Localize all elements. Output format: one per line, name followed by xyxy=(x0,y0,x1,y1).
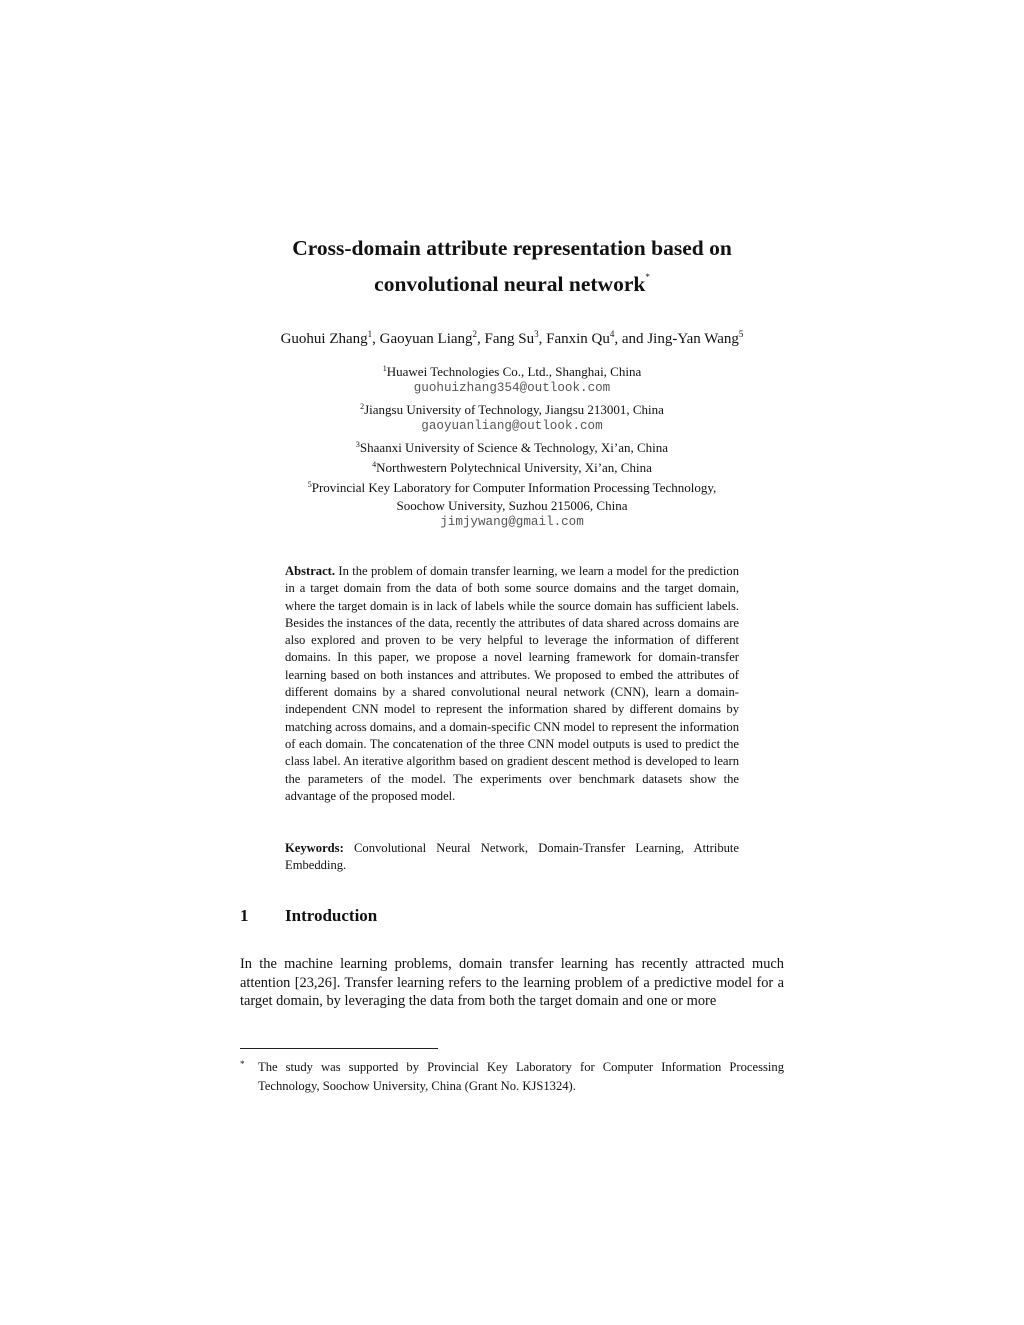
affiliation-mark: 1 xyxy=(382,364,387,373)
title-footnote-mark: * xyxy=(645,272,650,282)
affiliation xyxy=(200,456,824,476)
affiliation-continued: Soochow University, Suzhou 215006, China xyxy=(396,497,628,513)
keywords xyxy=(285,840,739,875)
title-line-2 xyxy=(200,263,824,299)
affiliation-text: Northwestern Polytechnical University, Xi’an, China xyxy=(376,460,652,476)
intro-paragraph: In the machine learning problems, domain transfer learning has recently attracted much attention [23,26]. Transfer learning refers to the learning problem of a predictive model for a target domain, by leveraging the data from both the target domain and one or more xyxy=(240,956,784,1010)
author-affil-mark: 1 xyxy=(367,329,373,339)
author-name: Fang Su xyxy=(484,331,535,347)
affiliation-list xyxy=(200,360,824,532)
title-line-2-text: convolutional neural network xyxy=(374,272,646,296)
footnote xyxy=(240,1058,784,1095)
author-affil-mark: 3 xyxy=(534,329,539,339)
footnote-mark: * xyxy=(240,1059,245,1069)
affiliation-mark: 4 xyxy=(372,460,377,470)
abstract-label: Abstract. xyxy=(285,564,336,578)
section-heading xyxy=(240,904,800,928)
affiliation xyxy=(200,360,824,380)
author-email[interactable]: gaoyuanliang@outlook.com xyxy=(421,419,603,434)
keywords-label: Keywords: xyxy=(285,841,344,855)
author-affil-mark: 4 xyxy=(609,329,615,339)
affiliation-text: Jiangsu University of Technology, Jiangsu 213001, China xyxy=(364,401,664,417)
paper-title xyxy=(200,234,824,299)
author-email[interactable]: guohuizhang354@outlook.com xyxy=(413,381,611,396)
section-title: Introduction xyxy=(285,906,378,925)
title-line-1: Cross-domain attribute representation based on xyxy=(292,236,732,260)
author-name: Guohui Zhang xyxy=(280,331,368,347)
affiliation-mark: 5 xyxy=(307,480,312,490)
author-affil-mark: 5 xyxy=(738,329,744,339)
abstract-text: In the problem of domain transfer learning, we learn a model for the prediction in a target domain from the data of both some source domains and the target domain, where the target domain is in lack of labels while the source domain has sufficient labels. Besides the instances of the data, recently the attributes of data shared across domains are also explored and proven to be very helpful to leverage the information of different domains. In this paper, we propose a novel learning framework for domain-transfer learning based on both instances and attributes. We proposed to embed the attributes of different domains by a shared convolutional neural network (CNN), learn a domain-independent CNN model to represent the information shared by different domains by matching across domains, and a domain-specific CNN model to represent the information of each domain. The concatenation of the three CNN model outputs is used to predict the class label. An iterative algorithm based on gradient descent method is developed to learn the parameters of the model. The experiments over benchmark datasets show the advantage of the proposed model. xyxy=(285,564,739,803)
abstract xyxy=(285,563,739,805)
affiliation-text: Provincial Key Laboratory for Computer Information Processing Technology, xyxy=(311,480,717,496)
author-name: Gaoyuan Liang xyxy=(379,331,473,347)
affiliation-text: Shaanxi University of Science & Technology, Xi’an, China xyxy=(359,439,669,455)
author-email[interactable]: jimjywang@gmail.com xyxy=(440,515,584,530)
author-name: Jing-Yan Wang xyxy=(647,331,739,347)
footnote-text: The study was supported by Provincial Key Laboratory for Computer Information Processing Technology, Soochow University, China (Grant No. KJS1324). xyxy=(258,1060,784,1093)
author-name: Fanxin Qu xyxy=(546,331,610,347)
affiliation-mark: 2 xyxy=(360,401,365,411)
keywords-text: Convolutional Neural Network, Domain-Transfer Learning, Attribute Embedding. xyxy=(285,841,740,873)
affiliation xyxy=(200,476,824,496)
affiliation xyxy=(200,436,824,456)
affiliation xyxy=(200,398,824,418)
author-affil-mark: 2 xyxy=(472,329,478,339)
author-list: Guohui Zhang$^1$, Gaoyuan Liang$^2$, Fang Su$^3$, Fanxin Qu$^4$, and Jing-Yan Wang$^5$ xyxy=(280,329,744,347)
section-number: 1 xyxy=(240,906,249,925)
affiliation-mark: 3 xyxy=(355,439,360,449)
affiliation-text: Huawei Technologies Co., Ltd., Shanghai, China xyxy=(386,364,642,379)
footnote-rule xyxy=(240,1048,438,1049)
